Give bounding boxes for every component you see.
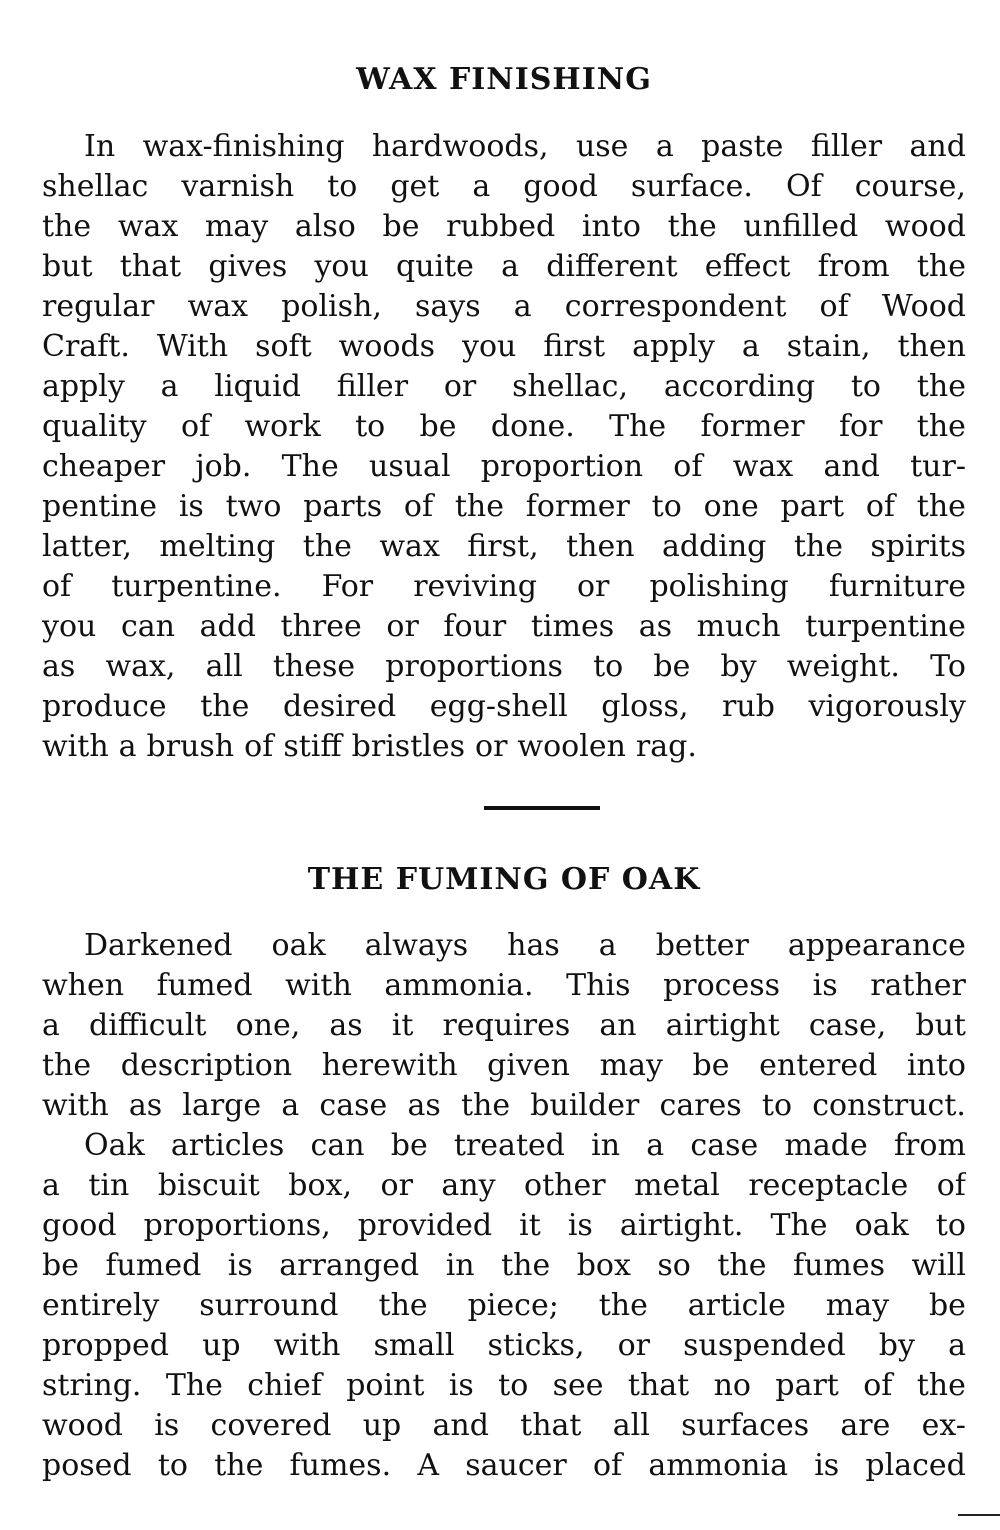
text-line: a tin biscuit box, or any other metal receptacle of — [42, 1168, 966, 1203]
text-line: apply a liquid filler or shellac, according to the — [42, 369, 966, 404]
text-line: with as large a case as the builder cares to construct. — [42, 1088, 966, 1123]
text-line: quality of work to be done. The former for the — [42, 409, 966, 444]
text-line: good proportions, provided it is airtight. The oak to — [42, 1208, 966, 1243]
section-body-fuming-of-oak — [42, 926, 966, 1486]
text-line: shellac varnish to get a good surface. Of course, — [42, 169, 966, 204]
text-line: a difficult one, as it requires an airtight case, but — [42, 1008, 966, 1043]
text-line: of turpentine. For reviving or polishing furniture — [42, 569, 966, 604]
text-line: but that gives you quite a different effect from the — [42, 249, 966, 284]
text-line: entirely surround the piece; the article may be — [42, 1288, 966, 1323]
text-line: with a brush of stiff bristles or woolen rag. — [42, 729, 697, 764]
text-line: the description herewith given may be entered into — [42, 1048, 966, 1083]
text-line: propped up with small sticks, or suspended by a — [42, 1328, 966, 1363]
text-line: regular wax polish, says a correspondent of Wood — [42, 289, 966, 324]
text-line: as wax, all these proportions to be by weight. To — [42, 649, 966, 684]
text-line: when fumed with ammonia. This process is rather — [42, 968, 966, 1003]
text-line: latter, melting the wax first, then adding the spirits — [42, 529, 966, 564]
text-line: Oak articles can be treated in a case made from — [84, 1128, 966, 1163]
text-line: produce the desired egg-shell gloss, rub vigorously — [42, 689, 966, 724]
text-line: you can add three or four times as much turpentine — [42, 609, 966, 644]
text-line: string. The chief point is to see that no part of the — [42, 1368, 966, 1403]
section-body-wax-finishing — [42, 127, 966, 767]
text-line: Craft. With soft woods you first apply a stain, then — [42, 329, 966, 364]
section-divider — [484, 806, 600, 810]
text-line: posed to the fumes. A saucer of ammonia is placed — [42, 1448, 966, 1483]
text-line: In wax-finishing hardwoods, use a paste filler and — [84, 129, 966, 164]
page-edge-mark — [958, 1514, 1000, 1516]
text-line: pentine is two parts of the former to one part of the — [42, 489, 966, 524]
section-title-wax-finishing: WAX FINISHING — [356, 62, 652, 97]
text-line: wood is covered up and that all surfaces are ex- — [42, 1408, 966, 1443]
text-line: cheaper job. The usual proportion of wax and tur- — [42, 449, 966, 484]
section-title-fuming-of-oak: THE FUMING OF OAK — [307, 862, 701, 897]
text-line: the wax may also be rubbed into the unfilled wood — [42, 209, 966, 244]
text-line: be fumed is arranged in the box so the fumes will — [42, 1248, 966, 1283]
text-line: Darkened oak always has a better appearance — [84, 928, 966, 963]
